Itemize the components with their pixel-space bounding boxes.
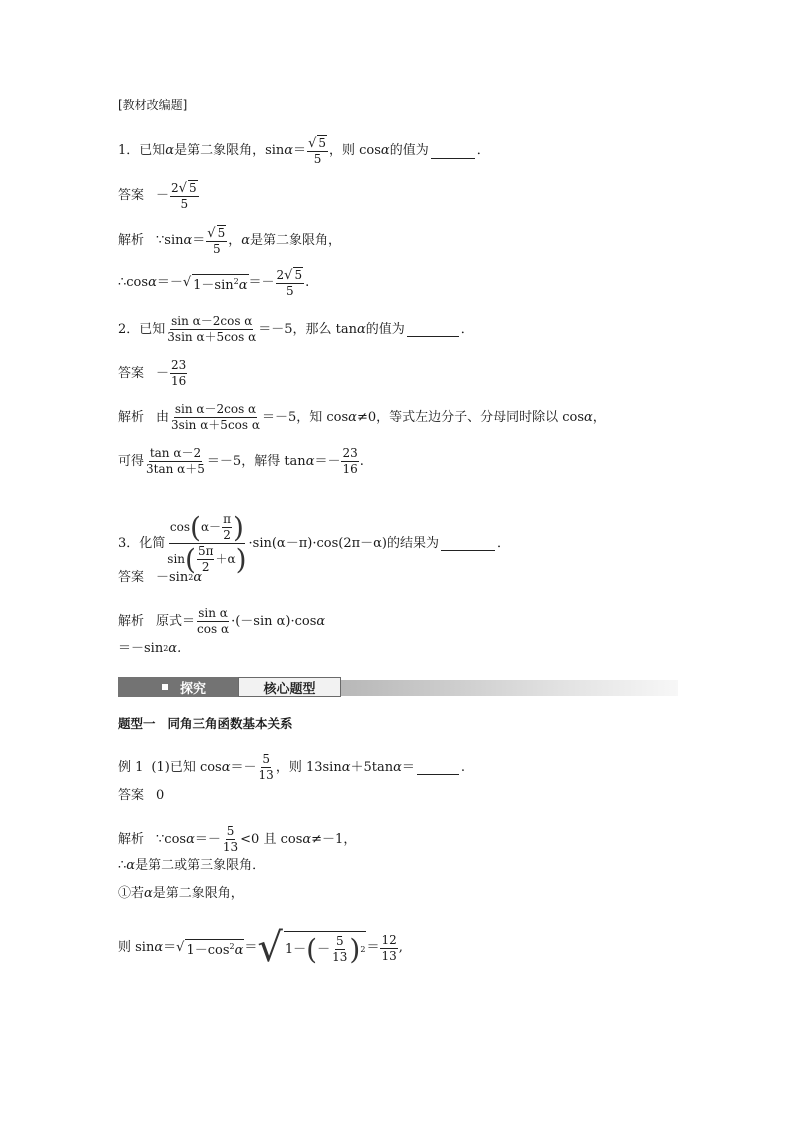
q1-var: α <box>380 143 390 158</box>
fraction-5-over-13: $\frac{5}{13}$ <box>332 934 348 964</box>
solution-3-line-2: ＝－sin 2 α. <box>118 641 182 656</box>
answer-2: 答案 － $\frac{23}{16}$ <box>118 358 187 388</box>
answer-blank <box>417 760 459 775</box>
big-sqrt-content: 1－ ( － $\frac{5}{13}$ ) 2 <box>284 932 366 966</box>
fraction-23-over-16: $\frac{23}{16}$ <box>342 446 358 476</box>
q1-text: 是第二象限角，sin <box>174 143 285 158</box>
q1-var: α <box>284 143 294 158</box>
sqrt-content: $1-\sin^2\alpha$ <box>192 274 248 293</box>
solution-1: 解析 ∵sin α ＝ $\frac{√ 5}{5}$ ， α 是第二象限角， <box>118 226 342 256</box>
fraction-pi-over-2: $\frac{\pi}{2}$ <box>223 512 231 542</box>
fraction-sin-over-cos: $\frac{\text{sin α}}{\text{cos α}}$ <box>197 606 230 636</box>
q1-text: ，则 cos <box>329 143 381 158</box>
example-1: 例 1 (1)已知 cos α ＝－ $\frac{5}{13}$ ，则 13sin α ＋5tan α ＝ . <box>118 752 466 782</box>
fraction-sin-cos: $\frac{\text{sin α－2cos α}}{\text{3sin α＋5cos α}}$ <box>167 314 257 344</box>
answer-1: 答案 － $\frac{2√ 5}{5}$ <box>118 181 197 211</box>
solution-2: 解析 由 $\frac{\text{sin α－2cos α}}{\text{3sin α＋5cos α}}$ ＝－5，知 cos α ≠0，等式左边分子、分母同时除以 cos α ， <box>118 402 606 432</box>
fraction-sqrt5-over-5: $\frac{√ 5}{5}$ <box>308 136 326 166</box>
banner-tab-explore: 探究 <box>118 677 238 697</box>
fraction-23-over-16: $\frac{23}{16}$ <box>171 358 187 388</box>
solution-2-line-2: 可得 $\frac{\text{tan α－2}}{\text{3tan α＋5}}$ ＝－5，解得 tan α ＝－ $\frac{23}{16}$ . <box>118 446 364 476</box>
solution-3: 解析 原式＝ $\frac{\text{sin α}}{\text{cos α}}$ ·(－sin α)·cos α <box>118 606 326 636</box>
fraction-cos-over-sin: cos ( α－ $\frac{\pi}{2}$ ) sin ( $\frac{5\pi}{2}$ ＋α ) <box>167 510 247 576</box>
square-bullet-icon <box>162 684 168 690</box>
sqrt-sign: √ <box>176 940 185 955</box>
answer-4: 答案 0 <box>118 788 165 803</box>
solution-4-line-4: 则 sin α ＝ √ $1-\cos^2\alpha$ ＝ √ 1－ ( － $\frac{5}{13}$ ) 2 ＝ $\frac{12}{13}$ , <box>118 925 403 971</box>
banner-tab-core-types: 核心题型 <box>238 677 341 697</box>
fraction-2sqrt5-over-5: $\frac{2√ 5}{5}$ <box>171 181 197 211</box>
fraction-12-over-13: $\frac{12}{13}$ <box>381 932 397 963</box>
fraction-tan: $\frac{\text{tan α－2}}{\text{3tan α＋5}}$ <box>146 446 205 476</box>
q1-text: ＝ <box>293 143 307 158</box>
question-1: 1．已知 α 是第二象限角，sin α ＝ $\frac{√ 5}{5}$ ，则 cos α 的值为 ． <box>118 136 490 166</box>
solution-4-line-3: ①若 α 是第二象限角， <box>118 886 244 901</box>
fraction-sqrt5-over-5: $\frac{√ 5}{5}$ <box>207 226 226 256</box>
q1-text: 的值为 <box>389 143 429 158</box>
fraction-5-over-13: $\frac{5}{13}$ <box>258 752 274 782</box>
solution-label: 解析 <box>118 233 145 248</box>
fraction-5pi-over-2: $\frac{5\pi}{2}$ <box>197 544 214 574</box>
q1-var: α <box>165 143 175 158</box>
solution-label: 解析 <box>118 613 145 629</box>
sqrt-sign: √ <box>182 275 192 290</box>
solution-4: 解析 ∵cos α ＝－ $\frac{5}{13}$ <0 且 cos α ≠－1， <box>118 824 357 854</box>
answer-label: 答案 <box>118 365 145 381</box>
fraction-sin-cos: $\frac{\text{sin α－2cos α}}{\text{3sin α＋5cos α}}$ <box>171 402 260 432</box>
answer-blank <box>431 144 475 159</box>
solution-label: 解析 <box>118 831 145 847</box>
solution-4-line-2: ∴ α 是第二或第三象限角． <box>118 858 266 873</box>
header-text: [教材改编题] <box>118 98 188 112</box>
fraction-5-over-13: $\frac{5}{13}$ <box>222 824 239 854</box>
question-2: 2．已知 $\frac{\text{sin α－2cos α}}{\text{3sin α＋5cos α}}$ ＝－5，那么 tan α 的值为 ． <box>118 314 474 344</box>
answer-label: 答案 <box>118 788 145 803</box>
answer-blank <box>441 536 495 551</box>
q1-text: 1．已知 <box>118 143 166 158</box>
sqrt-content: $1-\cos^2\alpha$ <box>185 939 244 958</box>
type-1-heading: 题型一 同角三角函数基本关系 <box>118 716 293 731</box>
section-banner <box>118 676 678 698</box>
question-3: 3．化简 cos ( α－ $\frac{\pi}{2}$ ) sin ( $\frac{5\pi}{2}$ ＋α ) ·sin(α－π)·cos(2π－α)的结果为 ． <box>118 510 510 576</box>
section-header <box>118 97 187 113</box>
answer-label: 答案 <box>118 188 145 203</box>
solution-1-line-2: ∴cos α ＝－ √ $1-\sin^2\alpha$ ＝－ $\frac{2√ 5}{5}$ . <box>118 268 310 298</box>
fraction-2sqrt5-over-5: $\frac{2√ 5}{5}$ <box>276 268 303 298</box>
answer-blank <box>407 322 459 337</box>
solution-label: 解析 <box>118 409 145 425</box>
big-sqrt-sign: √ <box>257 925 283 971</box>
answer-3: 答案 －sin 2 α <box>118 570 203 585</box>
answer-label: 答案 <box>118 570 145 585</box>
